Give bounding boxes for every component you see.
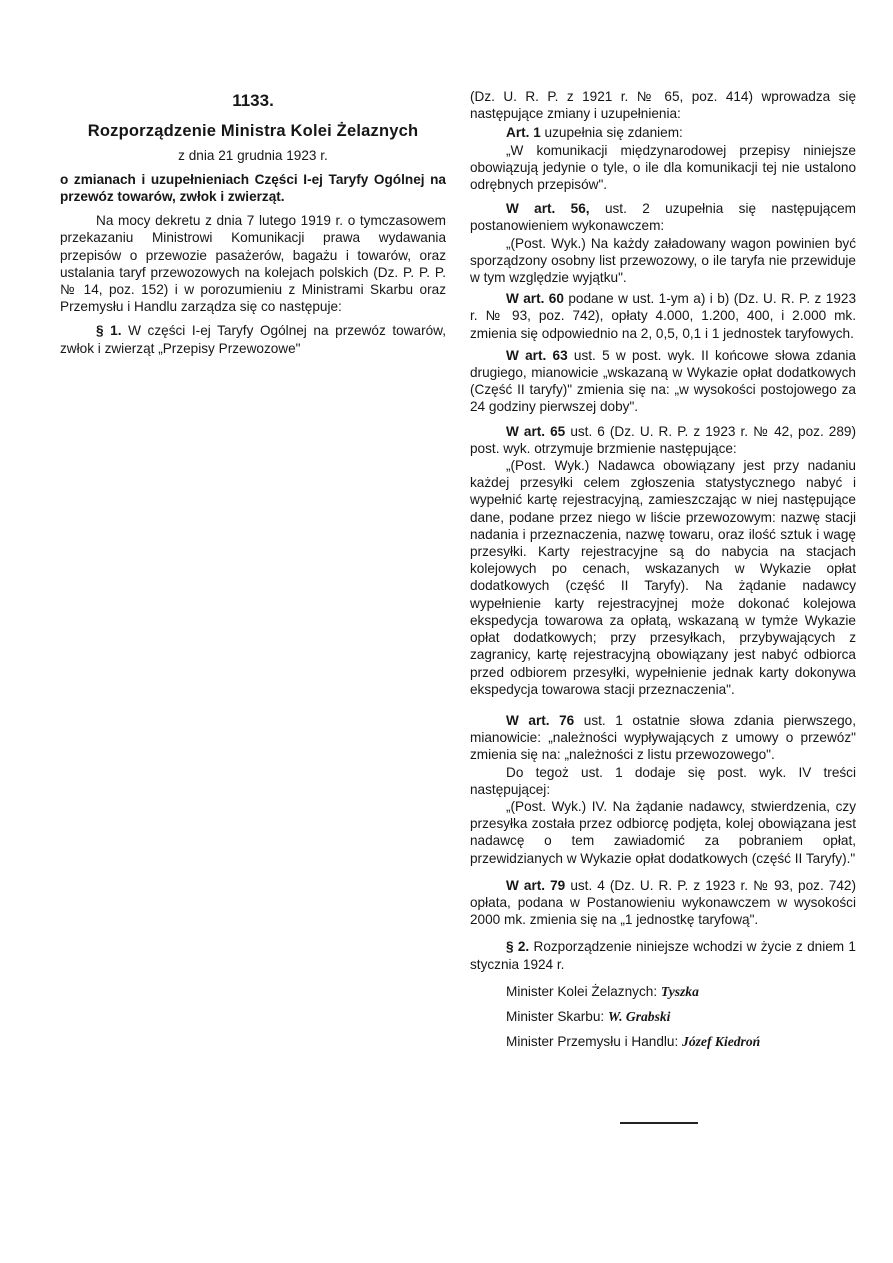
paragraph-2-text: Rozporządzenie niniejsze wchodzi w życie z dniem 1 stycznia 1924 r. [470,939,856,972]
art-56 [470,200,856,234]
signature-1 [470,983,856,1000]
act-number: 1133. [232,91,274,110]
art-60-lead: W art. 60 [506,291,564,307]
signature-3-name: Józef Kiedroń [682,1034,761,1050]
paragraph-1 [60,322,446,356]
art-65 [470,423,856,457]
art-76 [470,712,856,764]
signature-3 [470,1033,856,1050]
signature-2-name: W. Grabski [608,1008,671,1024]
art-79 [470,877,856,929]
art-76-text: ust. 1 ostatnie słowa zdania pierwszego, mianowicie: „należności wypływających z umowy o przewóz" zmienia się na: „należności z listu przewozowego". [470,712,856,763]
art-56-quote: „(Post. Wyk.) Na każdy załadowany wagon powinien być sporządzony osobny list przewozowy, o ile taryfa nie przewiduje w tym względzie wyjątku". [470,235,856,286]
paragraph-1-lead: § 1. [96,323,122,339]
art-63-text: ust. 5 w post. wyk. II końcowe słowa zdania drugiego, mianowicie „wskazaną w Wykazie opłat dodatkowych (Część II taryfy)" zmienia się na: „w wysokości postojowego za 24 godziny pierwszej doby". [470,347,856,415]
art-76-quote: „(Post. Wyk.) IV. Na żądanie nadawcy, stwierdzenia, czy przesyłka została przez odbiorcę podjęta, kolej obowiązana jest nadawcę o tem zawiadomić za pobraniem opłat, przewidzianych w Wykazie opłat dodatkowych (część II Taryfy)." [470,798,856,866]
act-date: z dnia 21 grudnia 1923 r. [178,148,328,163]
art-1-lead: Art. 1 [506,125,541,141]
art-60-text: podane w ust. 1-ym a) i b) (Dz. U. R. P. z 1923 r. № 93, poz. 742), opłaty 4.000, 1.200, 400, i 2.000 mk. zmienia się odpowiednio na 2, 0,5, 0,1 i 1 jednostek taryfowych. [470,291,857,341]
closing-rule [620,1122,698,1124]
art-63-lead: W art. 63 [506,347,568,363]
right-column [470,88,856,1050]
art-79-lead: W art. 79 [506,877,566,893]
signature-2 [470,1008,856,1025]
art-56-text: ust. 2 uzupełnia się następującem postanowieniem wykonawczem: [470,201,857,234]
art-1 [470,124,856,141]
paragraph-2 [470,938,856,972]
signature-1-name: Tyszka [660,983,699,999]
art-76-lead: W art. 76 [506,712,575,728]
art-63 [470,347,856,416]
art-76-addition: Do tegoż ust. 1 dodaje się post. wyk. IV treści następującej: [470,764,856,797]
art-65-text: ust. 6 (Dz. U. R. P. z 1923 r. № 42, poz. 289) post. wyk. otrzymuje brzmienie następujące: [470,423,856,456]
art-1-quote: „W komunikacji międzynarodowej przepisy niniejsze obowiązują jedynie o tyle, o ile dla komunikacji tej nie ustalono odrębnych przepisów". [470,142,856,193]
art-65-lead: W art. 65 [506,423,566,439]
act-subject: o zmianach i uzupełnieniach Części I-ej Taryfy Ogólnej na przewóz towarów, zwłok i zwierząt. [60,172,446,204]
art-60 [470,290,856,342]
art-79-text: ust. 4 (Dz. U. R. P. z 1923 r. № 93, poz. 742) opłata, podana w Postanowieniu wykonawczem w wysokości 2000 mk. zmienia się na „1 jednostkę taryfową". [470,877,856,928]
continuation: (Dz. U. R. P. z 1921 r. № 65, poz. 414) wprowadza się następujące zmiany i uzupełnienia: [470,89,856,122]
act-title: Rozporządzenie Ministra Kolei Żelaznych [87,122,419,140]
signature-2-role: Minister Skarbu: [506,1008,605,1024]
paragraph-1-text: W części I-ej Taryfy Ogólnej na przewóz towarów, zwłok i zwierząt „Przepisy Przewozowe" [60,323,446,356]
signature-3-role: Minister Przemysłu i Handlu: [506,1034,679,1050]
paragraph-2-lead: § 2. [506,939,530,955]
preamble: Na mocy dekretu z dnia 7 lutego 1919 r. o tymczasowem przekazaniu Ministrowi Komunikacji prawa wydawania przepisów o przewozie pasażerów, bagażu i towarów, oraz ustalania taryf przewozowych na kolejach polskich (Dz. P. P. P. № 14, poz. 152) i w porozumieniu z Ministrami Skarbu oraz Przemysłu i Handlu zarządza się co następuje: [60,213,446,315]
art-56-lead: W art. 56, [506,201,590,217]
art-1-text: uzupełnia się zdaniem: [544,125,683,141]
signature-1-role: Minister Kolei Żelaznych: [506,983,658,999]
left-column [60,88,446,357]
art-65-quote: „(Post. Wyk.) Nadawca obowiązany jest przy nadaniu każdej przesyłki celem zgłoszenia statystycznego nabyć i wypełnić kartę rejestracyjną, zamieszczając w niej następujące dane, podane przez niego w liście przewozowym: nazwę stacji nadania i przeznaczenia, nazwę towaru, oraz ilość sztuk i wagę przesyłki. Karty rejestracyjne są do nabycia na stacjach kolejowych po cenach, wskazanych w Wykazie opłat dodatkowych (część II Taryfy). Na żądanie nadawcy wypełnienie karty rejestracyjnej może dokonać kolejowa ekspedycja towarowa za opłatą, wskazaną w tymże Wykazie opłat dodatkowych; przy przesyłkach, przybywających z zagranicy, kartę rejestracyjną obowiązany jest nabyć odbiorca przed odbiorem przesyłki, wypełnienie jednak karty dokonywa ekspedycja towarowa stacji przeznaczenia". [470,458,856,697]
